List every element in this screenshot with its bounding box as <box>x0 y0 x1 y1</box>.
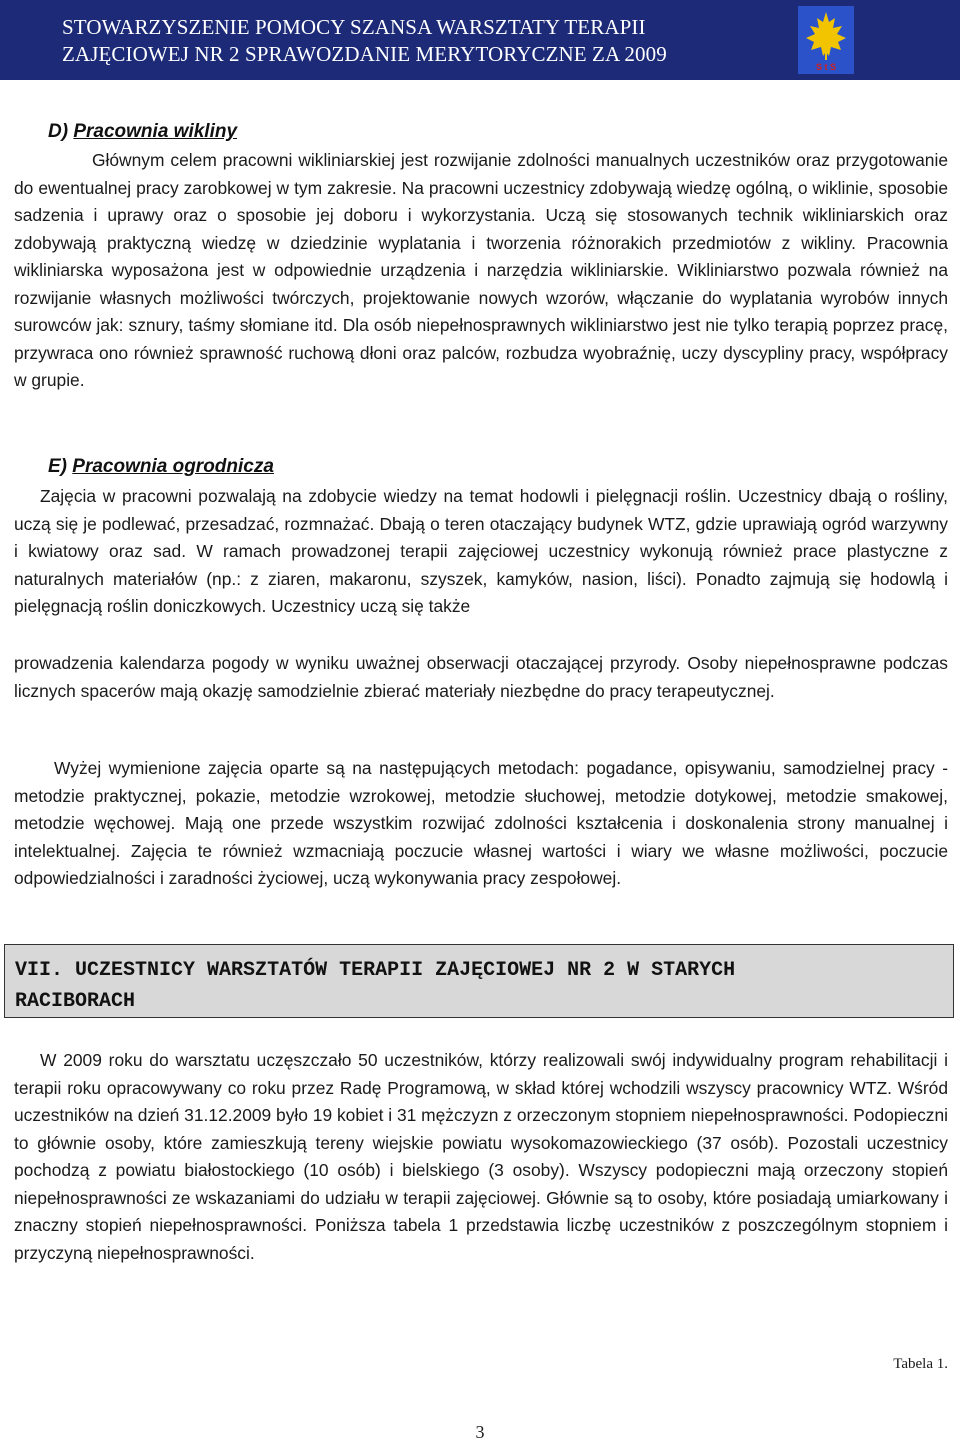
page-number: 3 <box>475 1422 485 1442</box>
table-caption: Tabela 1. <box>893 1356 948 1372</box>
section-d-label: D) <box>48 121 69 142</box>
chapter-vii-heading <box>4 944 954 1018</box>
chapter-vii-title-line-2: RACIBORACH <box>15 990 136 1013</box>
methods-body: Wyżej wymienione zajęcia oparte są na następujących metodach: pogadance, opisywaniu, samodzielnej pracy - metodzie praktycznej, pokazie, metodzie wzrokowej, metodzie słuchowej, metodzie dotykowej, metodzie smakowej, metodzie węchowej. Mają one przede wszystkim rozwijać zdolności kształcenia i doskonalenia strony manualnej i intelektualnej. Zajęcia te również wzmacniają poczucie własnej wartości i wiary we własne możliwości, poczucie odpowiedzialności i zaradności życiowej, uczą wykonywania pracy zespołowej. <box>14 758 948 888</box>
participants-paragraph <box>14 1047 948 1267</box>
section-d-title: Pracownia wikliny <box>73 121 238 142</box>
section-e-body-2: prowadzenia kalendarza pogody w wyniku uważnej obserwacji otaczającej przyrody. Osoby niepełnosprawne podczas licznych spacerów mają okazję samodzielnie zbierać materiały niezbędne do pracy terapeutycznej. <box>14 653 948 701</box>
section-e-paragraph-1 <box>14 483 948 621</box>
header-title <box>62 14 667 68</box>
section-e-body-1: Zajęcia w pracowni pozwalają na zdobycie wiedzy na temat hodowli i pielęgnacji roślin. Uczestnicy dbają o rośliny, uczą się je podlewać, przesadzać, rozmnażać. Dbają o teren otaczający budynek WTZ, gdzie uprawiają ogród warzywny i kwiatowy oraz sad. W ramach prowadzonej terapii zajęciowej uczestnicy wykonują również prace plastyczne z naturalnych materiałów (np.: z ziaren, makaronu, szyszek, kamyków, nasion, liści). Ponadto zajmują się hodowlą i pielęgnacją roślin doniczkowych. Uczestnicy uczą się także <box>14 486 948 616</box>
chapter-vii-number: VII. <box>15 959 64 982</box>
section-d-body: Głównym celem pracowni wikliniarskiej jest rozwijanie zdolności manualnych uczestników oraz przygotowanie do ewentualnej pracy zarobkowej w tym zakresie. Na pracowni uczestnicy zdobywają wiedzę ogólną, o wiklinie, sposobie sadzenia i uprawy oraz o sposobie jej doboru i wykorzystania. Uczą się stosowanych technik wikliniarskich oraz zdobywają praktyczną wiedzę w dziedzinie wyplatania i tworzenia różnorakich przedmiotów z wikliny. Pracownia wikliniarska wyposażona jest w odpowiednie urządzenia i narzędzia wikliniarskie. Wikliniarstwo pozwala również na rozwijanie własnych możliwości twórczych, projektowanie nowych wzorów, włączanie do wyplatania wyrobów innych surowców jak: sznury, taśmy słomiane itd. Dla osób niepełnosprawnych wikliniarstwo jest nie tylko terapią poprzez pracę, przywraca ono również sprawność ruchową dłoni oraz palców, rozbudza wyobraźnię, uczy dyscypliny pracy, współpracy w grupie. <box>14 150 948 390</box>
section-e-title: Pracownia ogrodnicza <box>72 456 274 477</box>
section-d-paragraph <box>14 147 948 395</box>
header-line-1: STOWARZYSZENIE POMOCY SZANSA WARSZTATY TERAPII <box>62 15 646 39</box>
section-e-heading <box>48 456 274 478</box>
section-e-label: E) <box>48 456 67 477</box>
methods-paragraph <box>14 755 948 893</box>
association-logo-icon <box>798 6 854 74</box>
section-e-paragraph-2 <box>14 650 948 705</box>
chapter-vii-title-line-1: UCZESTNICY WARSZTATÓW TERAPII ZAJĘCIOWEJ NR 2 W STARYCH <box>75 959 736 982</box>
header-line-2: ZAJĘCIOWEJ NR 2 SPRAWOZDANIE MERYTORYCZNE ZA 2009 <box>62 42 667 66</box>
participants-body: W 2009 roku do warsztatu uczęszczało 50 uczestników, którzy realizowali swój indywidualny program rehabilitacji i terapii roku opracowywany co roku przez Radę Programową, w skład której wchodzili wszyscy pracownicy WTZ. Wśród uczestników na dzień 31.12.2009 było 19 kobiet i 31 mężczyzn z orzeczonym stopniem niepełnosprawności. Podopieczni to głównie osoby, które zamieszkują tereny wiejskie powiatu wysokomazowieckiego (37 osób). Pozostali uczestnicy pochodzą z powiatu białostockiego (10 osób) i bielskiego (3 osoby). Wszyscy podopieczni mają orzeczony stopień niepełnosprawności ze wskazaniami do udziału w terapii zajęciowej. Głównie są to osoby, które posiadają umiarkowany i znaczny stopień niepełnosprawności. Poniższa tabela 1 przedstawia liczbę uczestników z poszczególnym stopniem i przyczyną niepełnosprawności. <box>14 1050 948 1263</box>
document-header-band <box>0 0 960 80</box>
logo-text: S t S <box>815 62 837 72</box>
section-d-heading <box>48 121 237 143</box>
